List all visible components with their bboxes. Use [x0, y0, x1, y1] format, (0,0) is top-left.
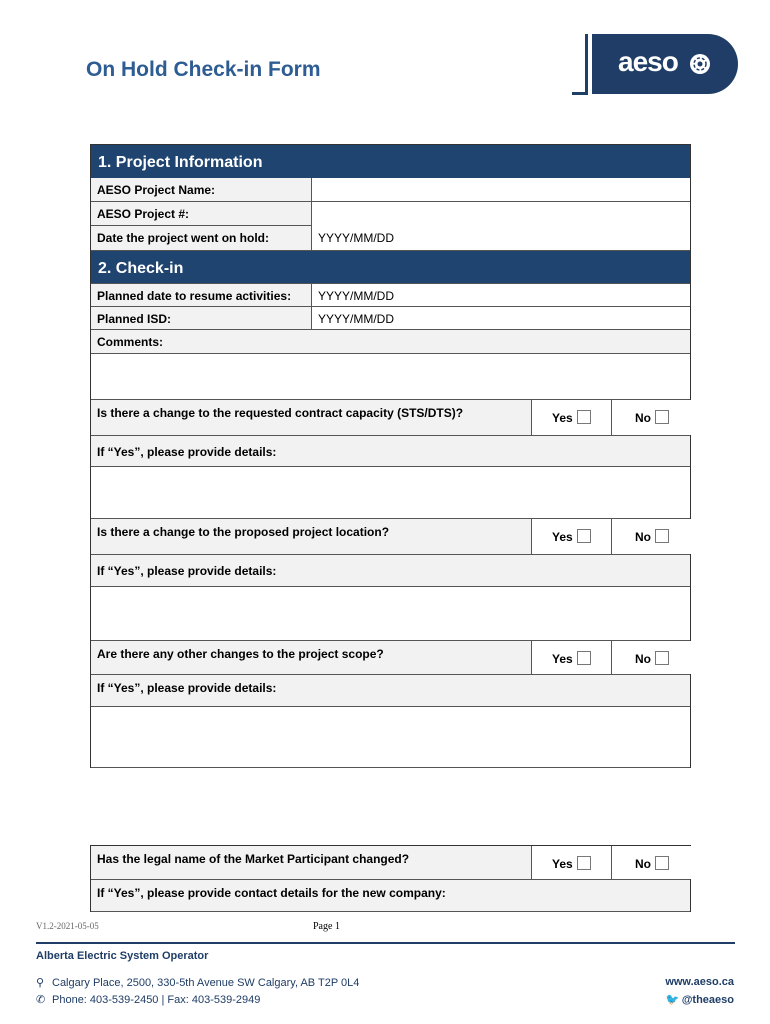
no-label: No: [635, 530, 651, 544]
planned-isd-label: Planned ISD:: [91, 307, 312, 329]
footer-divider: [36, 942, 735, 944]
no-checkbox[interactable]: [655, 651, 669, 665]
location-pin-icon: ⚲: [36, 977, 45, 989]
resume-date-label: Planned date to resume activities:: [91, 284, 312, 306]
location-yes-option[interactable]: [531, 519, 611, 554]
project-form: [90, 144, 691, 768]
location-no-option[interactable]: [611, 519, 691, 554]
capacity-details-field[interactable]: [91, 467, 690, 519]
question-capacity-text: Is there a change to the requested contract capacity (STS/DTS)?: [97, 406, 464, 420]
row-resume-date: [91, 283, 690, 307]
address-text: Calgary Place, 2500, 330-5th Avenue SW Calgary, AB T2P 0L4: [52, 977, 360, 989]
hold-date-label: Date the project went on hold:: [91, 226, 312, 250]
row-project-name: [91, 178, 690, 202]
yes-label: Yes: [552, 530, 573, 544]
no-label: No: [635, 652, 651, 666]
section-project-information: 1. Project Information: [91, 145, 690, 178]
question-legal-name-text: Has the legal name of the Market Participant changed?: [97, 852, 410, 866]
project-number-field[interactable]: [312, 202, 690, 226]
no-label: No: [635, 411, 651, 425]
location-details-label: If “Yes”, please provide details:: [91, 555, 690, 587]
yes-label: Yes: [552, 857, 573, 871]
scope-details-field[interactable]: [91, 707, 690, 768]
logo-underline: [572, 92, 588, 95]
planned-isd-field[interactable]: YYYY/MM/DD: [318, 312, 395, 326]
page-title: On Hold Check-in Form: [86, 58, 321, 81]
phone-icon: ✆: [36, 994, 46, 1006]
question-scope-text: Are there any other changes to the project scope?: [97, 647, 384, 661]
yes-checkbox[interactable]: [577, 856, 591, 870]
no-label: No: [635, 857, 651, 871]
question-location-text: Is there a change to the proposed project location?: [97, 525, 390, 539]
question-location: [91, 519, 690, 555]
row-project-number-date: [91, 202, 690, 250]
capacity-details-label: If “Yes”, please provide details:: [91, 436, 690, 467]
project-name-label: AESO Project Name:: [91, 178, 312, 201]
scope-details-label: If “Yes”, please provide details:: [91, 675, 690, 707]
hold-date-field[interactable]: YYYY/MM/DD: [318, 231, 395, 245]
yes-label: Yes: [552, 411, 573, 425]
yes-checkbox[interactable]: [577, 410, 591, 424]
row-planned-isd: [91, 307, 690, 330]
phone-fax: [36, 993, 260, 1006]
legal-name-yes-option[interactable]: [531, 846, 611, 879]
project-number-label: AESO Project #:: [91, 202, 312, 226]
aeso-logo: [572, 34, 738, 96]
logo-bar: [585, 34, 588, 94]
market-participant-form: [90, 845, 691, 912]
comments-label: Comments:: [91, 330, 690, 354]
address: [36, 976, 359, 989]
location-details-field[interactable]: [91, 587, 690, 641]
capacity-yes-option[interactable]: [531, 400, 611, 435]
capacity-no-option[interactable]: [611, 400, 691, 435]
project-name-field[interactable]: [312, 178, 690, 201]
no-checkbox[interactable]: [655, 410, 669, 424]
question-scope: [91, 641, 690, 675]
twitter-handle[interactable]: [666, 993, 734, 1006]
legal-name-details-label: If “Yes”, please provide contact details for the new company:: [91, 880, 690, 912]
website-link[interactable]: www.aeso.ca: [665, 976, 734, 988]
resume-date-field[interactable]: YYYY/MM/DD: [318, 289, 395, 303]
section-check-in: 2. Check-in: [91, 250, 690, 283]
no-checkbox[interactable]: [655, 856, 669, 870]
question-capacity: [91, 400, 690, 436]
version-label: V1.2-2021-05-05: [36, 921, 99, 931]
yes-label: Yes: [552, 652, 573, 666]
no-checkbox[interactable]: [655, 529, 669, 543]
twitter-text: @theaeso: [681, 994, 734, 1006]
comments-field[interactable]: [91, 354, 690, 400]
organization-name: Alberta Electric System Operator: [36, 950, 209, 962]
legal-name-no-option[interactable]: [611, 846, 691, 879]
yes-checkbox[interactable]: [577, 651, 591, 665]
phone-text: Phone: 403-539-2450 | Fax: 403-539-2949: [52, 994, 261, 1006]
logo-swirl-icon: [689, 53, 711, 75]
logo-wordmark: aeso: [618, 46, 678, 77]
yes-checkbox[interactable]: [577, 529, 591, 543]
twitter-icon: 🐦: [665, 994, 680, 1006]
question-legal-name: [91, 846, 690, 880]
scope-yes-option[interactable]: [531, 641, 611, 674]
page-number: Page 1: [313, 921, 340, 932]
scope-no-option[interactable]: [611, 641, 691, 674]
